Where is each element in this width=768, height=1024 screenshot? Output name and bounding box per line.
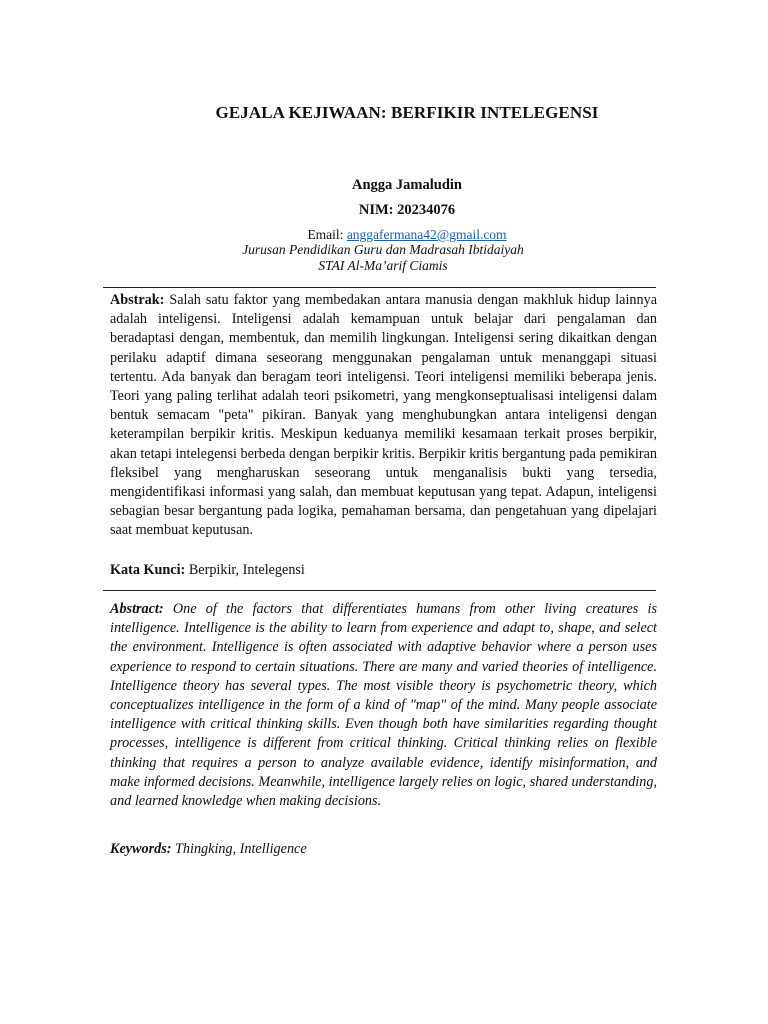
keywords-indonesian: [110, 561, 657, 580]
abstract-english: [110, 600, 657, 811]
abstract-en-label: Abstract:: [110, 601, 164, 617]
affiliation-department: Jurusan Pendidikan Guru dan Madrasah Ibtidaiyah: [242, 242, 524, 257]
author-name: Angga Jamaludin: [352, 177, 462, 193]
student-id: NIM: 20234076: [358, 202, 456, 218]
email-link[interactable]: anggafermana42@gmail.com: [346, 227, 507, 242]
keywords-id-text: Berpikir, Intelegensi: [185, 562, 305, 578]
abstract-indonesian: [110, 291, 657, 541]
abstract-id-label: Abstrak:: [110, 292, 165, 308]
keywords-en-text: Thingking, Intelligence: [171, 841, 307, 857]
keywords-en-label: Keywords:: [110, 841, 172, 857]
keywords-english: [110, 840, 657, 859]
divider-middle: [103, 590, 656, 591]
abstract-id-text: Salah satu faktor yang membedakan antara manusia dengan makhluk hidup lainnya adalah inteligensi. Inteligensi adalah kemampuan untuk belajar dari pengalaman dan beradaptasi dengan, membentuk, dan memilih lingkungan. Inteligensi sering dikaitkan dengan perilaku adaptif dimana seseorang menggunakan pengalaman untuk menanggapi situasi tertentu. Ada banyak dan beragam teori inteligensi. Teori inteligensi memiliki beberapa jenis. Teori yang paling terlihat adalah teori psikometri, yang mengkonseptualisasi inteligensi dalam bentuk semacam "peta" pikiran. Banyak yang menghubungkan antara inteligensi dengan keterampilan berpikir kritis. Meskipun keduanya memiliki kesamaan terkait proses berpikir, akan tetapi intelegensi berbeda dengan berpikir kritis. Berpikir kritis bergantung pada pemikiran fleksibel yang mengharuskan seseorang untuk menganalisis bukti yang tersedia, mengidentifikasi informasi yang salah, dan membuat keputusan yang tepat. Adapun, inteligensi sebagian besar bergantung pada logika, pemahaman bersama, dan pengetahuan yang dipelajari saat membuat keputusan.: [110, 292, 657, 539]
email-label: Email:: [307, 227, 347, 242]
abstract-en-text: One of the factors that differentiates humans from other living creatures is intelligence. Intelligence is the ability to learn from experience and adapt to, shape, and select the environment. Intelligence is often associated with adaptive behavior where a person uses experience to respond to certain situations. There are many and varied theories of intelligence. Intelligence theory has several types. The most visible theory is psychometric theory, which conceptualizes intelligence in the form of a kind of "map" of the mind. Many people associate intelligence with critical thinking skills. Even though both have similarities regarding thought processes, intelligence is different from critical thinking. Critical thinking relies on flexible thinking that requires a person to analyze available evidence, identify misinformation, and make informed decisions. Meanwhile, intelligence largely relies on logic, shared understanding, and learned knowledge when making decisions.: [110, 601, 657, 810]
affiliation-institution: STAI Al-Ma’arif Ciamis: [318, 258, 448, 273]
keywords-id-label: Kata Kunci:: [110, 562, 186, 578]
email-line: [0, 227, 768, 243]
divider-top: [103, 287, 656, 288]
paper-title: GEJALA KEJIWAAN: BERFIKIR INTELEGENSI: [215, 103, 599, 122]
